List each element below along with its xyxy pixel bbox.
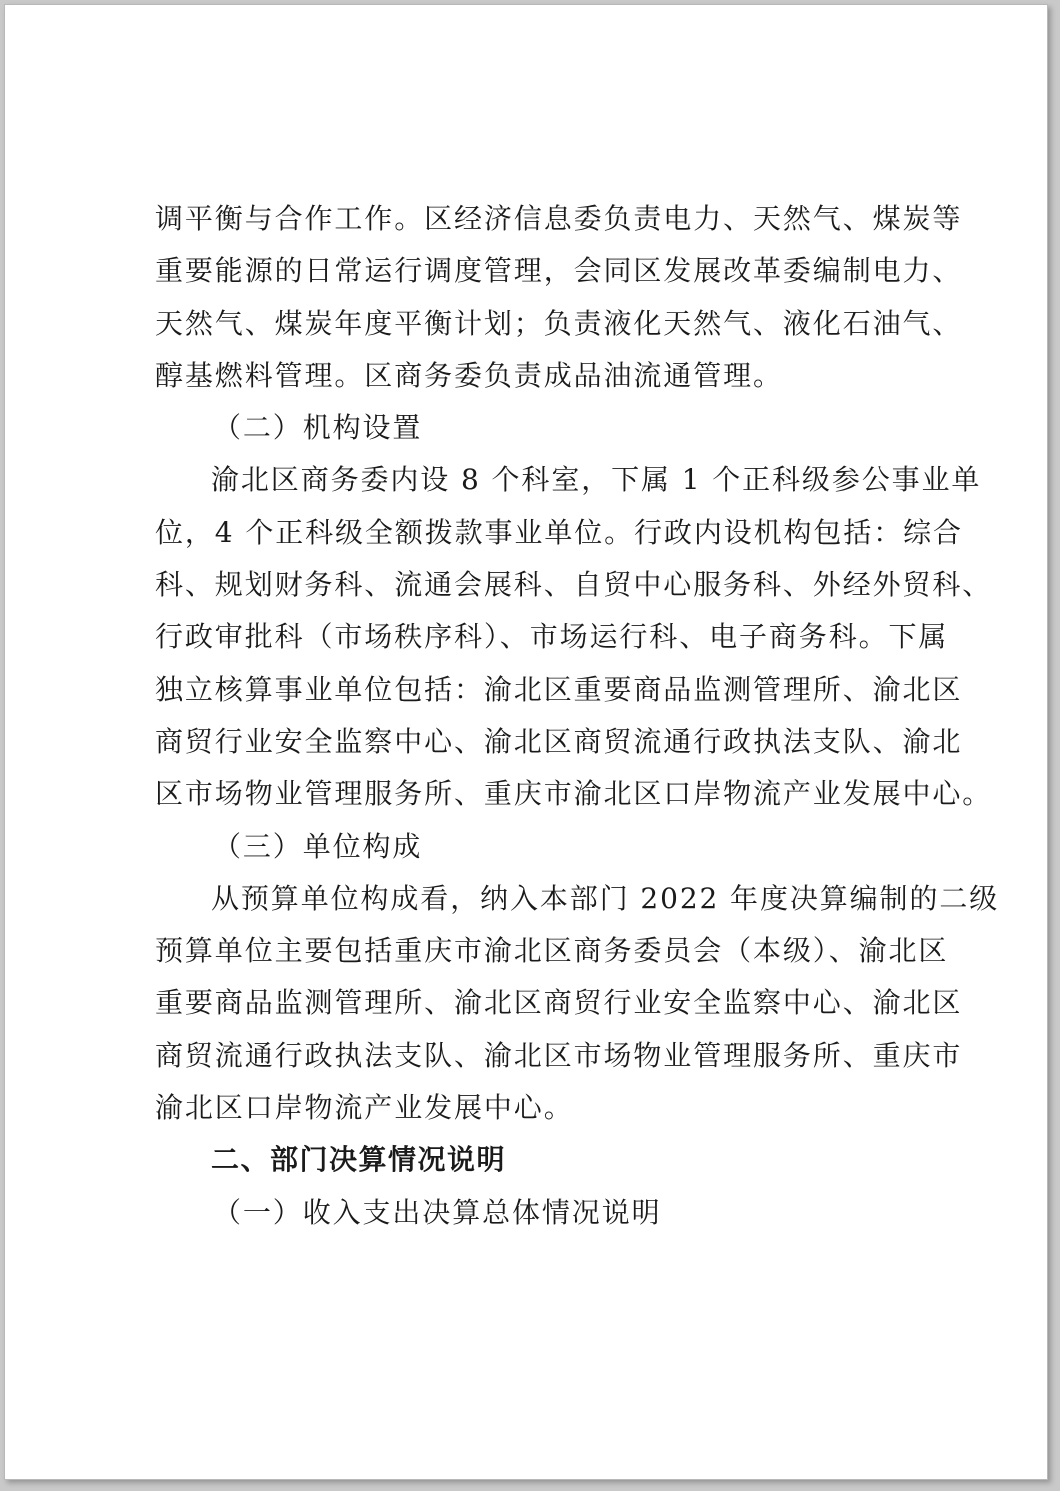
document-page bbox=[4, 4, 1048, 1480]
text-line: 预算单位主要包括重庆市渝北区商务委员会（本级）、渝北区 bbox=[155, 934, 949, 968]
text-line: 天然气、煤炭年度平衡计划；负责液化天然气、液化石油气、 bbox=[155, 306, 963, 340]
paragraph-institution-setup bbox=[155, 454, 993, 820]
section-heading-unit-composition: （三）单位构成 bbox=[213, 829, 423, 863]
document-body bbox=[155, 193, 1000, 1239]
section-heading-institution-setup: （二）机构设置 bbox=[213, 411, 423, 445]
text-line: 调平衡与合作工作。区经济信息委负责电力、天然气、煤炭等 bbox=[155, 202, 963, 235]
text-line: 区市场物业管理服务所、重庆市渝北区口岸物流产业发展中心。 bbox=[155, 777, 993, 811]
text-line: 商贸流通行政执法支队、渝北区市场物业管理服务所、重庆市 bbox=[155, 1038, 963, 1072]
text-line: 渝北区商务委内设 8 个科室，下属 1 个正科级参公事业单 bbox=[211, 463, 982, 497]
text-line: 重要能源的日常运行调度管理，会同区发展改革委编制电力、 bbox=[155, 254, 963, 288]
text-line: 独立核算事业单位包括：渝北区重要商品监测管理所、渝北区 bbox=[155, 672, 963, 706]
text-line: 从预算单位构成看，纳入本部门 2022 年度决算编制的二级 bbox=[211, 881, 1000, 915]
chapter-heading-final-accounts: 二、部门决算情况说明 bbox=[211, 1143, 507, 1177]
text-line: 渝北区口岸物流产业发展中心。 bbox=[155, 1091, 574, 1125]
text-line: 重要商品监测管理所、渝北区商贸行业安全监察中心、渝北区 bbox=[155, 986, 963, 1020]
text-line: 商贸行业安全监察中心、渝北区商贸流通行政执法支队、渝北 bbox=[155, 724, 963, 758]
paragraph-unit-composition bbox=[155, 873, 1000, 1134]
text-line: 科、规划财务科、流通会展科、自贸中心服务科、外经外贸科、 bbox=[155, 568, 993, 602]
text-line: 位，4 个正科级全额拨款事业单位。行政内设机构包括：综合 bbox=[155, 515, 963, 549]
text-line: 行政审批科（市场秩序科）、市场运行科、电子商务科。下属 bbox=[155, 620, 949, 654]
paragraph-responsibilities bbox=[155, 193, 963, 402]
section-heading-income-expenditure: （一）收入支出决算总体情况说明 bbox=[213, 1195, 662, 1229]
text-line: 醇基燃料管理。区商务委负责成品油流通管理。 bbox=[155, 358, 783, 392]
